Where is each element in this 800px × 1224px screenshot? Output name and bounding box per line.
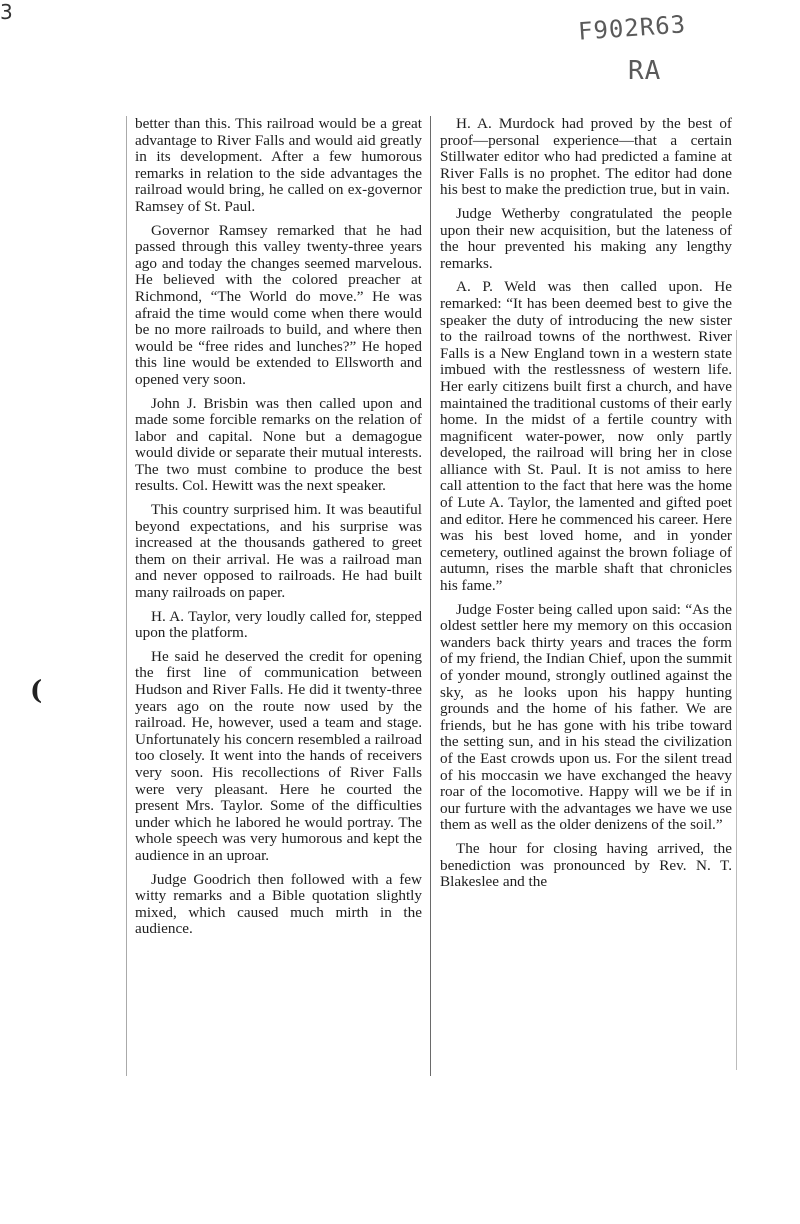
initials-annotation: RA bbox=[628, 56, 662, 86]
paragraph: He said he deserved the credit for opening the first line of communication between Hudson and River Falls. He did it twenty-three years ago on the route now used by the railroad. He, however, used a team and stage. Unfortunately his concern resembled a railroad too closely. It went into the hands of receivers very soon. His recollections of River Falls were very pleasant. Here he courted the present Mrs. Taylor. Some of the difficulties under which he labored he would portray. The whole speech was very humorous and kept the audience in an uproar. bbox=[135, 647, 422, 864]
page-number: 3 bbox=[0, 0, 13, 24]
paragraph: Judge Wetherby congratulated the people upon their new acquisition, but the lateness of the hour prevented his making any lengthy remarks. bbox=[440, 204, 732, 272]
paragraph: A. P. Weld was then called upon. He remarked: “It has been deemed best to give the speaker the duty of introducing the new sister to the railroad towns of the northwest. River Falls is a New England town in a western state imbued with the restlessness of western life. Her early citizens built first a church, and have maintained the traditional customs of their early home. In the midst of a fertile country with magnificent water-power, now only partly developed, the railroad will bring her in close alliance with St. Paul. It is not amiss to here call attention to the fact that here was the home of Lute A. Taylor, the lamented and gifted poet and editor. Here he commenced his career. Here was his best loved home, and in yonder cemetery, outlined against the brown foliage of autumn, rises the marble shaft that chronicles his fame.” bbox=[440, 278, 732, 595]
paragraph: The hour for closing having arrived, the benediction was pronounced by Rev. N. T. Blakeslee and the bbox=[440, 839, 732, 891]
left-column bbox=[135, 116, 422, 945]
clipping-edge-right bbox=[736, 330, 737, 1070]
paragraph: John J. Brisbin was then called upon and made some forcible remarks on the relation of labor and capital. None but a demagogue would divide or separate their mutual interests. The two must combine to produce the best results. Col. Hewitt was the next speaker. bbox=[135, 394, 422, 495]
call-number-annotation: F902R63 bbox=[577, 10, 688, 46]
paragraph: This country surprised him. It was beautiful beyond expectations, and his surprise was increased at the thousands gathered to greet them on their arrival. He was a railroad man and never opposed to railroads. He had built many railroads on paper. bbox=[135, 501, 422, 602]
clipping-edge-left bbox=[126, 116, 130, 1076]
paragraph: H. A. Murdock had proved by the best of proof—personal experience—that a certain Stillwater editor who had predicted a famine at River Falls is no prophet. The editor had done his best to make the prediction true, but in vain. bbox=[440, 115, 732, 199]
right-column bbox=[440, 116, 732, 898]
margin-bracket-mark: ( bbox=[30, 676, 43, 706]
paragraph: better than this. This railroad would be a great advantage to River Falls and would aid greatly in its development. After a few humorous remarks in relation to the side advantages the railroad would bring, he called on ex-governor Ramsey of St. Paul. bbox=[135, 115, 422, 215]
paragraph: Governor Ramsey remarked that he had passed through this valley twenty-three years ago and today the changes seemed marvelous. He believed with the colored preacher at Richmond, “The World do move.” He was afraid the time would come when there would be no more railroads to build, and where then would be “free rides and lunches?” He hoped this line would be extended to Ellsworth and opened very soon. bbox=[135, 221, 422, 388]
paragraph: Judge Foster being called upon said: “As the oldest settler here my memory on this occasion wanders back thirty years and traces the form of my friend, the Indian Chief, upon the summit of yonder mound, strongly outlined against the sky, as he looks upon his happy hunting grounds and the home of his father. We are friends, but he has gone with his tribe toward the setting sun, and in his stead the civilization of the East crowds upon us. For the silent tread of his moccasin we have exchanged the heavy roar of the locomotive. Happy will we be if in our furture with the advantages we have we use them as well as the older denizens of the soil.” bbox=[440, 600, 732, 834]
column-divider bbox=[430, 116, 431, 1076]
paragraph: Judge Goodrich then followed with a few witty remarks and a Bible quotation slightly mixed, which caused much mirth in the audience. bbox=[135, 870, 422, 938]
paragraph: H. A. Taylor, very loudly called for, stepped upon the platform. bbox=[135, 607, 422, 642]
